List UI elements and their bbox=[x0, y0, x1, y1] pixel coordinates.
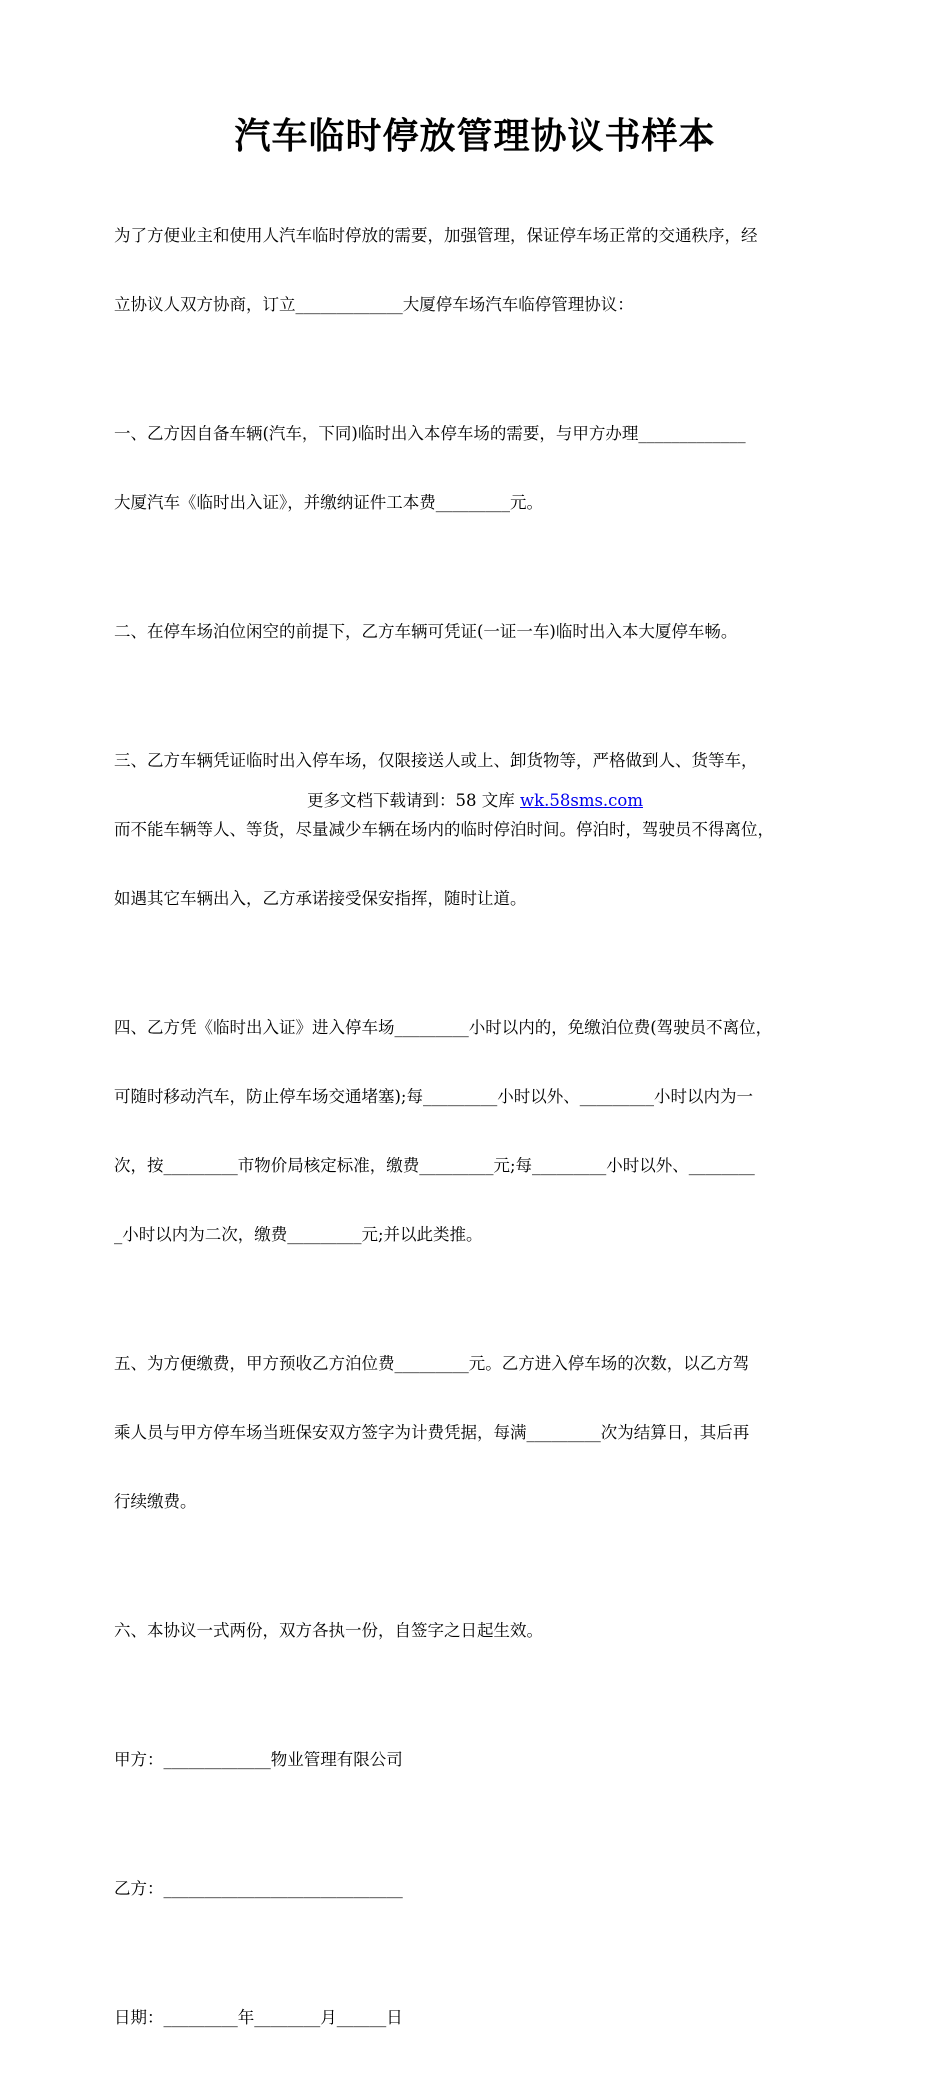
paragraph-line: 为了方便业主和使用人汽车临时停放的需要，加强管理，保证停车场正常的交通秩序，经 bbox=[114, 226, 758, 245]
paragraph-clause-2 bbox=[114, 574, 854, 689]
signature-party-a bbox=[114, 1702, 854, 1817]
paragraph-line: 五、为方便缴费，甲方预收乙方泊位费_________元。乙方进入停车场的次数，以乙方驾 bbox=[114, 1354, 750, 1373]
paragraph-line: 行续缴费。 bbox=[114, 1492, 197, 1511]
footer-download-note bbox=[0, 789, 950, 812]
paragraph-line: 立协议人双方协商，订立_____________大厦停车场汽车临停管理协议： bbox=[114, 295, 634, 314]
document-body bbox=[114, 178, 854, 2089]
paragraph-clause-4 bbox=[114, 970, 854, 1292]
paragraph-line: 乘人员与甲方停车场当班保安双方签字为计费凭据，每满_________次为结算日，其后再 bbox=[114, 1423, 750, 1442]
paragraph-line: 甲方：_____________物业管理有限公司 bbox=[114, 1750, 403, 1769]
paragraph-intro bbox=[114, 178, 854, 362]
paragraph-line: 日期：_________年________月______日 bbox=[114, 2008, 403, 2027]
paragraph-clause-6 bbox=[114, 1573, 854, 1688]
paragraph-line: 大厦汽车《临时出入证》，并缴纳证件工本费_________元。 bbox=[114, 493, 543, 512]
footer-link[interactable]: wk.58sms.com bbox=[519, 791, 643, 810]
paragraph-line: 如遇其它车辆出入，乙方承诺接受保安指挥，随时让道。 bbox=[114, 889, 527, 908]
paragraph-line: 乙方：_____________________________ bbox=[114, 1879, 403, 1898]
paragraph-line: _小时以内为二次，缴费_________元;并以此类推。 bbox=[114, 1225, 483, 1244]
paragraph-clause-3 bbox=[114, 703, 854, 956]
paragraph-line: 二、在停车场泊位闲空的前提下，乙方车辆可凭证(一证一车)临时出入本大厦停车畅。 bbox=[114, 622, 738, 641]
paragraph-line: 六、本协议一式两份，双方各执一份，自签字之日起生效。 bbox=[114, 1621, 543, 1640]
paragraph-line: 而不能车辆等人、等货，尽量减少车辆在场内的临时停泊时间。停泊时，驾驶员不得离位， bbox=[114, 820, 774, 839]
paragraph-clause-5 bbox=[114, 1306, 854, 1559]
paragraph-line: 一、乙方因自备车辆(汽车，下同)临时出入本停车场的需要，与甲方办理_____________ bbox=[114, 424, 746, 443]
signature-party-b bbox=[114, 1831, 854, 1946]
paragraph-line: 次，按_________市物价局核定标准，缴费_________元;每_________小时以外、________ bbox=[114, 1156, 755, 1175]
paragraph-line: 三、乙方车辆凭证临时出入停车场，仅限接送人或上、卸货物等，严格做到人、货等车， bbox=[114, 751, 758, 770]
document-title: 汽车临时停放管理协议书样本 bbox=[234, 115, 716, 157]
paragraph-clause-1 bbox=[114, 376, 854, 560]
signature-date bbox=[114, 1960, 854, 2075]
paragraph-line: 四、乙方凭《临时出入证》进入停车场_________小时以内的，免缴泊位费(驾驶员不离位， bbox=[114, 1018, 773, 1037]
paragraph-line: 可随时移动汽车，防止停车场交通堵塞);每_________小时以外、_________小时以内为一 bbox=[114, 1087, 753, 1106]
footer-prefix-text: 更多文档下载请到：58 文库 bbox=[306, 791, 520, 810]
